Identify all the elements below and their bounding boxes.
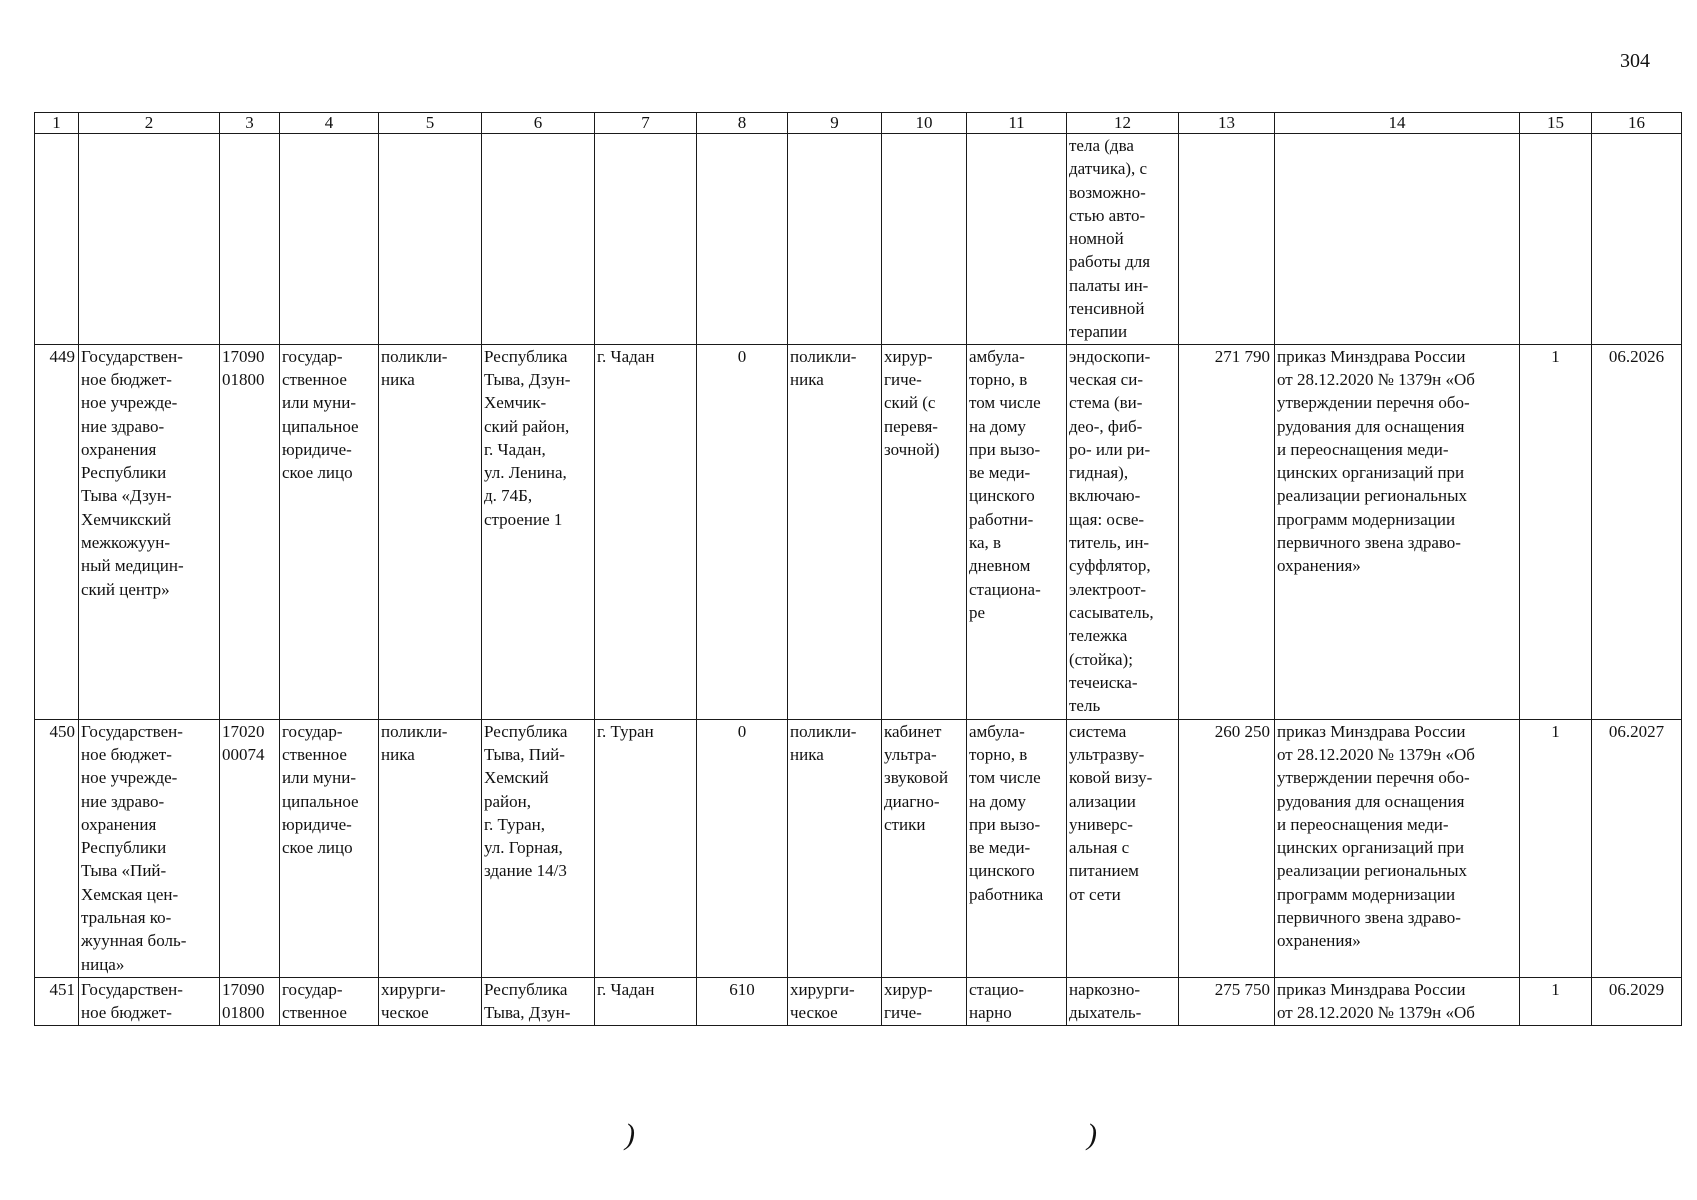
empty-cell	[595, 134, 697, 345]
date: 06.2026	[1592, 344, 1682, 719]
city: г. Туран	[595, 719, 697, 977]
quantity: 1	[1520, 719, 1592, 977]
beds: 610	[697, 977, 788, 1025]
row-number: 450	[35, 719, 79, 977]
empty-cell	[788, 134, 882, 345]
column-number-row	[35, 113, 1682, 134]
unit: поликли- ника	[788, 344, 882, 719]
department: кабинет ультра- звуковой диагно- стики	[882, 719, 967, 977]
unit-type: поликли- ника	[379, 344, 482, 719]
column-header: 13	[1179, 113, 1275, 134]
care-conditions: амбула- торно, в том числе на дому при вызо- ве меди- цинского работни- ка, в дневном стациона- ре	[967, 344, 1067, 719]
address: Республика Тыва, Пий- Хемский район, г. Туран, ул. Горная, здание 14/3	[482, 719, 595, 977]
organization-code: 17090 01800	[220, 977, 280, 1025]
column-header: 9	[788, 113, 882, 134]
beds: 0	[697, 719, 788, 977]
organization-code: 17020 00074	[220, 719, 280, 977]
empty-cell	[1592, 134, 1682, 345]
price: 275 750	[1179, 977, 1275, 1025]
care-conditions: стацио- нарно	[967, 977, 1067, 1025]
organization-name: Государствен- ное бюджет- ное учрежде- ние здраво- охранения Республики Тыва «Пий- Хемская цен- тральная ко- жуунная боль- ница»	[79, 719, 220, 977]
legal-form: государ- ственное или муни- ципальное юридиче- ское лицо	[280, 719, 379, 977]
column-header: 8	[697, 113, 788, 134]
legal-form: государ- ственное	[280, 977, 379, 1025]
date: 06.2029	[1592, 977, 1682, 1025]
empty-cell	[280, 134, 379, 345]
equipment: наркозно- дыхатель-	[1067, 977, 1179, 1025]
empty-cell	[220, 134, 280, 345]
table-row	[35, 977, 1682, 1025]
column-header: 4	[280, 113, 379, 134]
city: г. Чадан	[595, 344, 697, 719]
table-row	[35, 719, 1682, 977]
legal-basis: приказ Минздрава России от 28.12.2020 № 1379н «Об утверждении перечня обо- рудования для оснащения и переоснащения меди- цинских организаций при реализации региональных программ модернизации первичного звена здраво- охранения»	[1275, 719, 1520, 977]
column-header: 6	[482, 113, 595, 134]
column-header: 16	[1592, 113, 1682, 134]
city: г. Чадан	[595, 977, 697, 1025]
empty-cell	[1275, 134, 1520, 345]
organization-name: Государствен- ное бюджет-	[79, 977, 220, 1025]
empty-cell	[35, 134, 79, 345]
empty-cell	[482, 134, 595, 345]
column-header: 3	[220, 113, 280, 134]
date: 06.2027	[1592, 719, 1682, 977]
quantity: 1	[1520, 344, 1592, 719]
equipment-continuation: тела (два датчика), с возможно- стью авто- номной работы для палаты ин- тенсивной терапии	[1067, 134, 1179, 345]
address: Республика Тыва, Дзун- Хемчик- ский район, г. Чадан, ул. Ленина, д. 74Б, строение 1	[482, 344, 595, 719]
continuation-row	[35, 134, 1682, 345]
empty-cell	[697, 134, 788, 345]
unit-type: хирурги- ческое	[379, 977, 482, 1025]
empty-cell	[967, 134, 1067, 345]
legal-form: государ- ственное или муни- ципальное юридиче- ское лицо	[280, 344, 379, 719]
unit: хирурги- ческое	[788, 977, 882, 1025]
column-header: 10	[882, 113, 967, 134]
column-header: 7	[595, 113, 697, 134]
column-header: 5	[379, 113, 482, 134]
unit: поликли- ника	[788, 719, 882, 977]
empty-cell	[379, 134, 482, 345]
column-header: 14	[1275, 113, 1520, 134]
price: 260 250	[1179, 719, 1275, 977]
address: Республика Тыва, Дзун-	[482, 977, 595, 1025]
column-header: 12	[1067, 113, 1179, 134]
equipment: система ультразву- ковой визу- ализации универс- альная с питанием от сети	[1067, 719, 1179, 977]
page-number: 304	[1620, 50, 1650, 72]
empty-cell	[1520, 134, 1592, 345]
empty-cell	[882, 134, 967, 345]
price: 271 790	[1179, 344, 1275, 719]
column-header: 15	[1520, 113, 1592, 134]
row-number: 449	[35, 344, 79, 719]
organization-name: Государствен- ное бюджет- ное учрежде- ние здраво- охранения Республики Тыва «Дзун- Хемчикский межкожуун- ный медицин- ский центр»	[79, 344, 220, 719]
legal-basis: приказ Минздрава России от 28.12.2020 № 1379н «Об утверждении перечня обо- рудования для оснащения и переоснащения меди- цинских организаций при реализации региональных программ модернизации первичного звена здраво- охранения»	[1275, 344, 1520, 719]
row-number: 451	[35, 977, 79, 1025]
equipment-table	[34, 112, 1682, 1026]
column-header: 11	[967, 113, 1067, 134]
table-row	[35, 344, 1682, 719]
equipment: эндоскопи- ческая си- стема (ви- део-, фиб- ро- или ри- гидная), включаю- щая: осве- титель, ин- суффлятор, электроот- сасыватель, тележка (стойка); течеиска- тель	[1067, 344, 1179, 719]
department: хирур- гиче- ский (с перевя- зочной)	[882, 344, 967, 719]
quantity: 1	[1520, 977, 1592, 1025]
handwritten-mark: )	[625, 1118, 635, 1151]
empty-cell	[1179, 134, 1275, 345]
handwritten-mark: )	[1087, 1118, 1097, 1151]
column-header: 2	[79, 113, 220, 134]
organization-code: 17090 01800	[220, 344, 280, 719]
legal-basis: приказ Минздрава России от 28.12.2020 № 1379н «Об	[1275, 977, 1520, 1025]
empty-cell	[79, 134, 220, 345]
care-conditions: амбула- торно, в том числе на дому при вызо- ве меди- цинского работника	[967, 719, 1067, 977]
department: хирур- гиче-	[882, 977, 967, 1025]
unit-type: поликли- ника	[379, 719, 482, 977]
column-header: 1	[35, 113, 79, 134]
beds: 0	[697, 344, 788, 719]
